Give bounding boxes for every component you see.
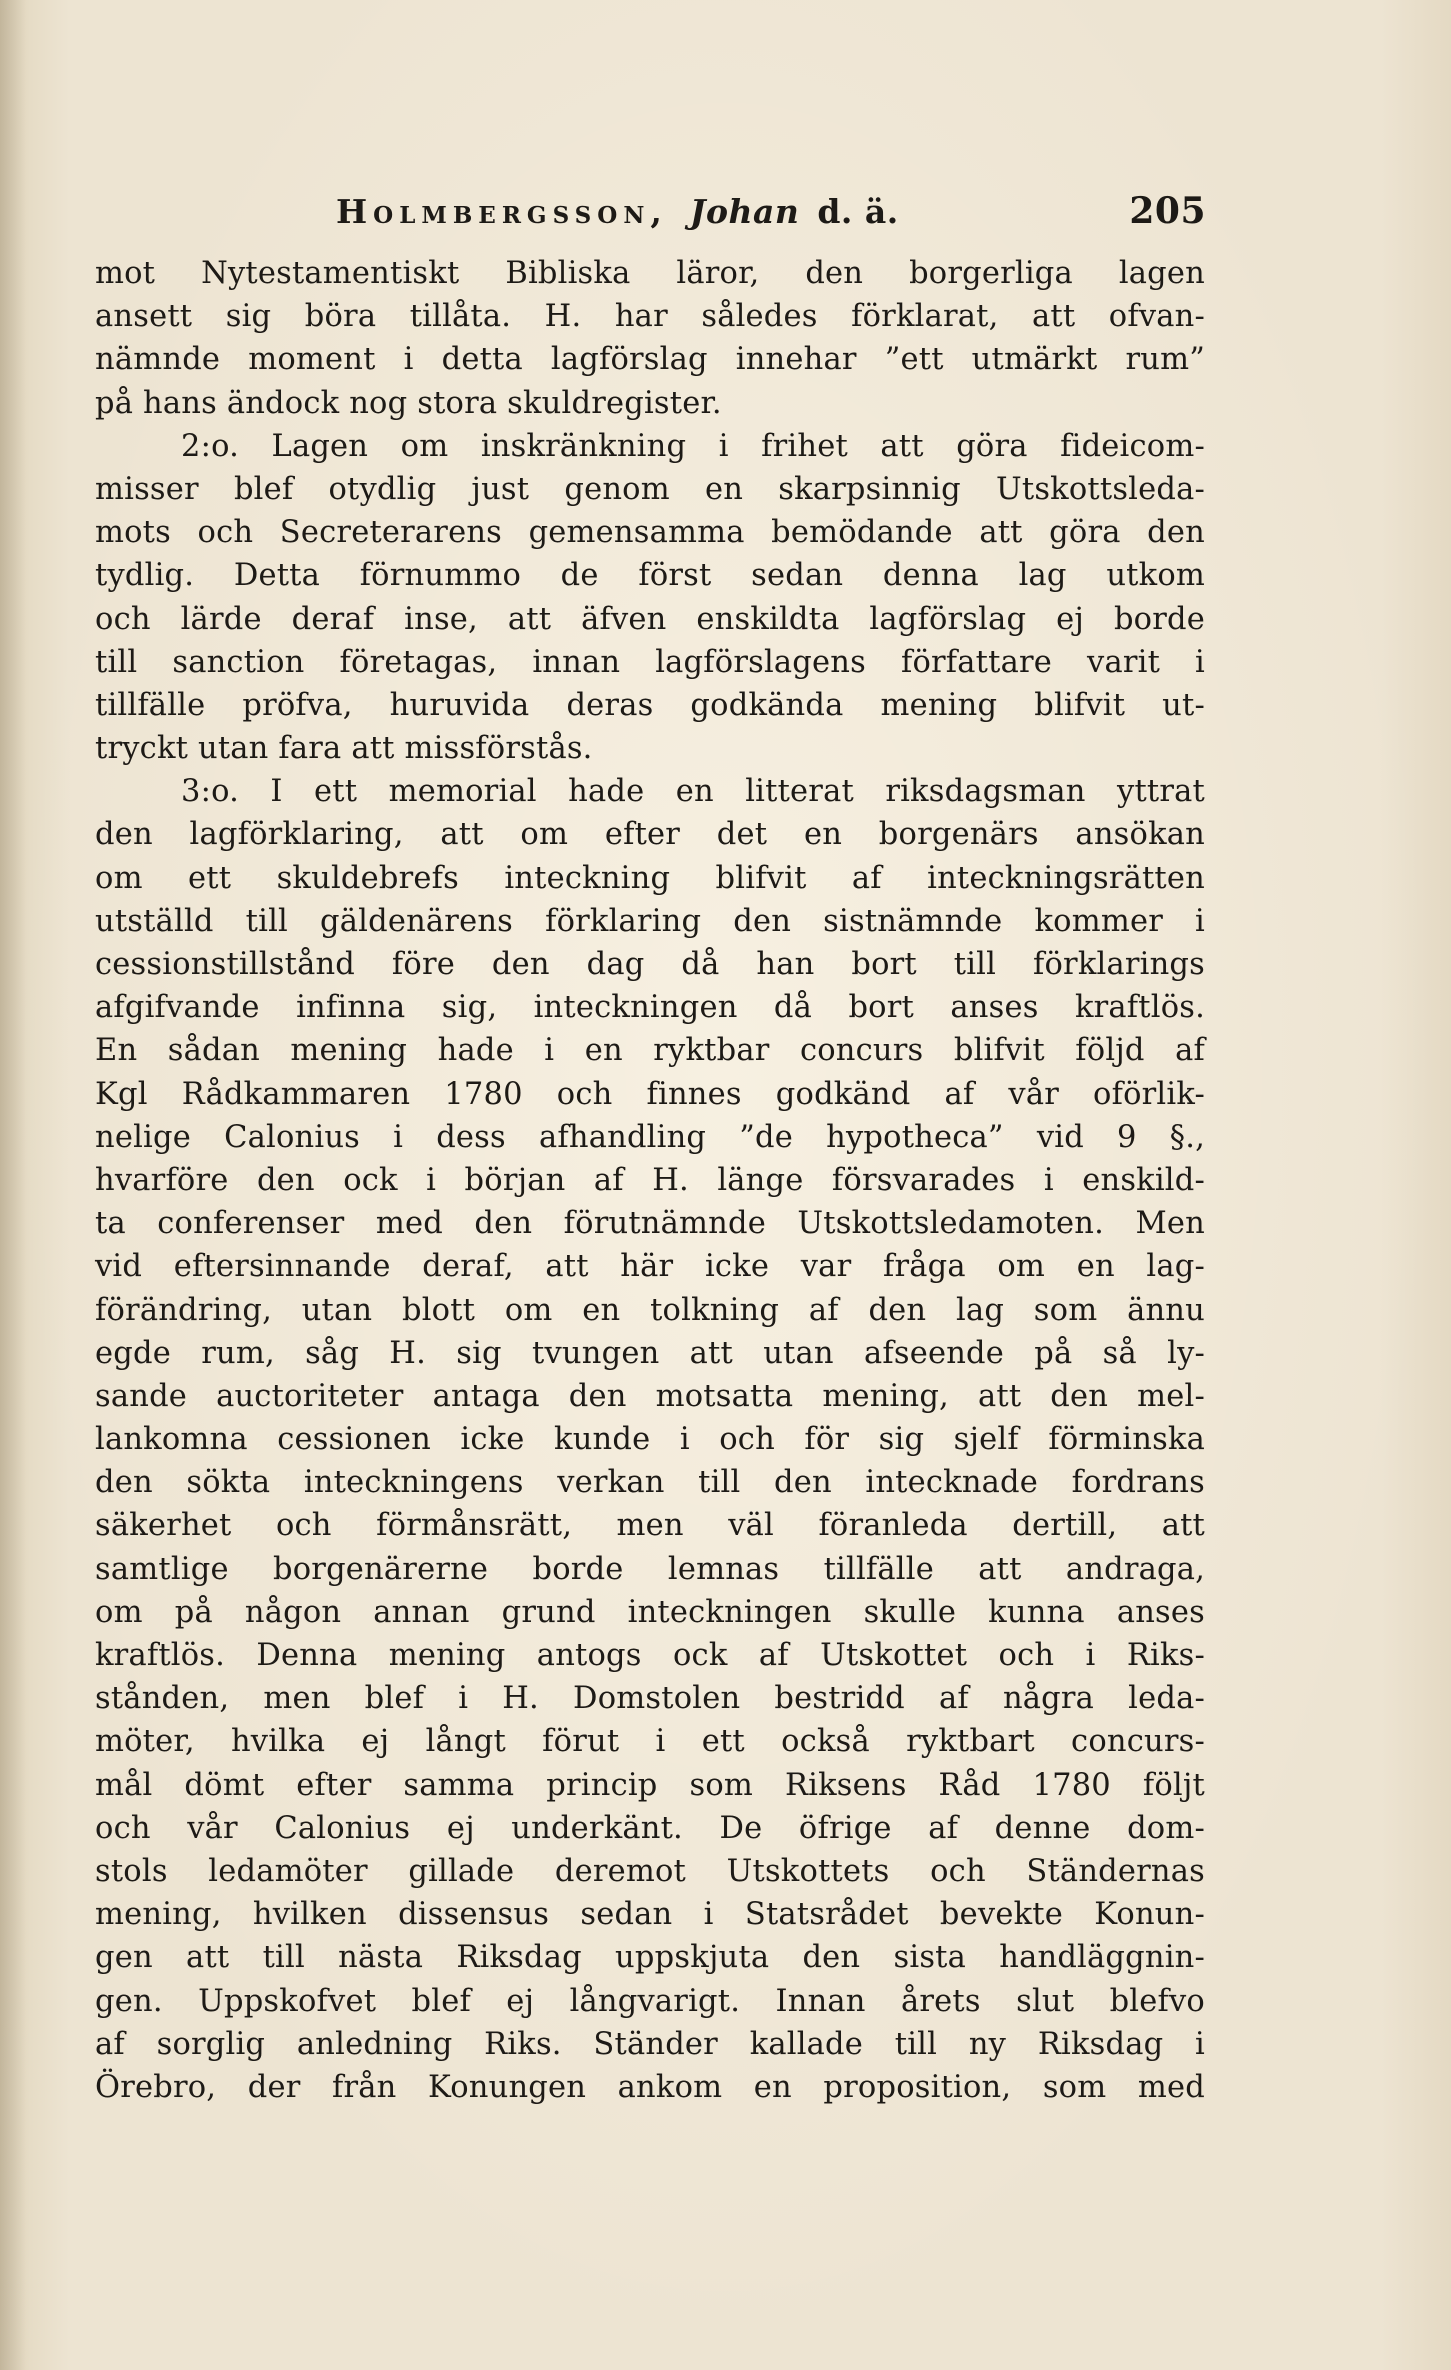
text-line: Kgl Rådkammaren 1780 och finnes godkänd af vår oförlik-	[95, 1076, 1205, 1112]
text-line: mening, hvilken dissensus sedan i Statsrådet bevekte Konun-	[95, 1897, 1205, 1933]
header-given-name: Johan	[689, 192, 800, 231]
text-line: den sökta inteckningens verkan till den intecknade fordrans	[95, 1465, 1205, 1501]
page-number: 205	[1129, 190, 1206, 232]
text-line: mot Nytestamentiskt Bibliska läror, den borgerliga lagen	[95, 256, 1205, 291]
text-line: afgifvande infinna sig, inteckningen då bort anses kraftlös.	[95, 990, 1205, 1026]
running-header	[336, 190, 1206, 246]
text-line: på hans ändock nog stora skuldregister.	[95, 385, 722, 421]
text-line: kraftlös. Denna mening antogs ock af Utskottet och i Riks-	[95, 1638, 1205, 1673]
text-line: cessionstillstånd före den dag då han bort till förklarings	[95, 947, 1205, 982]
text-line: misser blef otydlig just genom en skarpsinnig Utskottsleda-	[95, 471, 1205, 507]
text-line: tydlig. Detta förnummo de först sedan denna lag utkom	[95, 558, 1205, 594]
header-suffix: d. ä.	[817, 192, 899, 231]
header-surname: Holmbergsson,	[336, 192, 668, 231]
text-line: ansett sig böra tillåta. H. har således förklarat, att ofvan-	[95, 299, 1205, 335]
text-line: mots och Secreterarens gemensamma bemödande att göra den	[95, 515, 1205, 551]
text-line: egde rum, såg H. sig tvungen att utan afseende på så ly-	[95, 1335, 1205, 1371]
text-line: lankomna cessionen icke kunde i och för sig sjelf förminska	[95, 1422, 1205, 1458]
text-line: om ett skuldebrefs inteckning blifvit af inteckningsrätten	[95, 860, 1205, 896]
text-line: af sorglig anledning Riks. Ständer kallade till ny Riksdag i	[95, 2026, 1205, 2062]
text-line: mål dömt efter samma princip som Riksens Råd 1780 följt	[95, 1767, 1205, 1803]
text-line: sande auctoriteter antaga den motsatta mening, att den mel-	[95, 1378, 1205, 1414]
text-line: gen. Uppskofvet blef ej långvarigt. Innan årets slut blefvo	[95, 1983, 1205, 2019]
text-line: hvarföre den ock i början af H. länge försvarades i enskild-	[95, 1162, 1205, 1198]
text-line: En sådan mening hade i en ryktbar concurs blifvit följd af	[95, 1033, 1205, 1069]
text-line: nämnde moment i detta lagförslag innehar ”ett utmärkt rum”	[95, 342, 1205, 378]
text-line: tillfälle pröfva, huruvida deras godkända mening blifvit ut-	[95, 687, 1205, 723]
text-line: tryckt utan fara att missförstås.	[95, 731, 593, 767]
text-line: utställd till gäldenärens förklaring den sistnämnde kommer i	[95, 903, 1205, 939]
text-line: 2:o. Lagen om inskränkning i frihet att göra fideicom-	[181, 428, 1205, 464]
page-gutter-shadow	[0, 0, 26, 2370]
text-line: den lagförklaring, att om efter det en borgenärs ansökan	[95, 817, 1205, 853]
text-line: och vår Calonius ej underkänt. De öfrige af denne dom-	[95, 1810, 1205, 1846]
body-text	[95, 252, 1205, 2109]
text-line: om på någon annan grund inteckningen skulle kunna anses	[95, 1594, 1205, 1630]
text-line: Örebro, der från Konungen ankom en proposition, som med	[95, 2069, 1205, 2105]
text-line: och lärde deraf inse, att äfven enskildta lagförslag ej borde	[95, 601, 1205, 637]
text-line: gen att till nästa Riksdag uppskjuta den sista handläggnin-	[95, 1940, 1205, 1976]
text-line: möter, hvilka ej långt förut i ett också ryktbart concurs-	[95, 1724, 1205, 1760]
text-line: stols ledamöter gillade deremot Utskottets och Ständernas	[95, 1853, 1205, 1889]
text-line: ta conferenser med den förutnämnde Utskottsledamoten. Men	[95, 1206, 1205, 1242]
text-line: vid eftersinnande deraf, att här icke var fråga om en lag-	[95, 1249, 1205, 1285]
text-line: till sanction företagas, innan lagförslagens författare varit i	[95, 644, 1205, 680]
text-line: stånden, men blef i H. Domstolen bestridd af några leda-	[95, 1681, 1205, 1717]
text-line: 3:o. I ett memorial hade en litterat riksdagsman yttrat	[181, 774, 1205, 810]
text-line: säkerhet och förmånsrätt, men väl föranleda dertill, att	[95, 1508, 1205, 1544]
text-line: nelige Calonius i dess afhandling ”de hypotheca” vid 9 §.,	[95, 1119, 1205, 1155]
text-line: förändring, utan blott om en tolkning af den lag som ännu	[95, 1292, 1205, 1328]
text-line: samtlige borgenärerne borde lemnas tillfälle att andraga,	[95, 1551, 1205, 1587]
